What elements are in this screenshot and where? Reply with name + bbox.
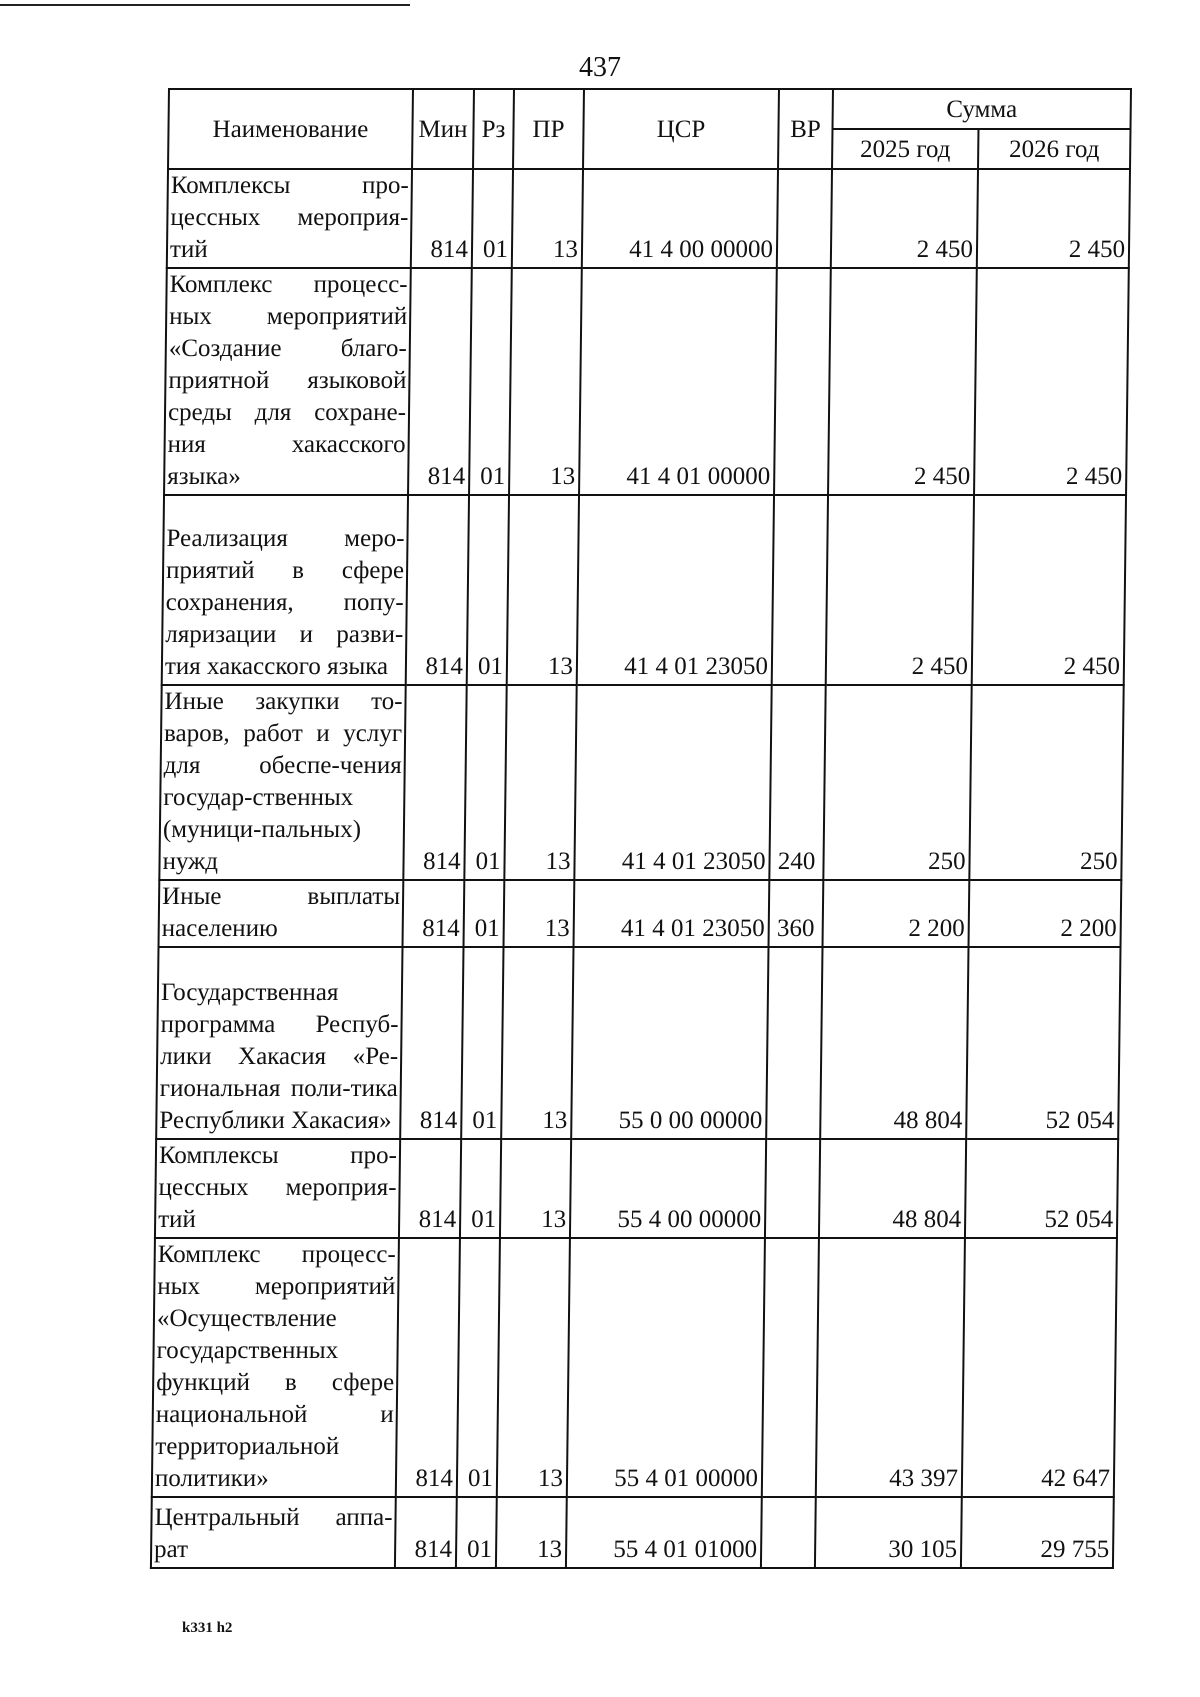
header-sum: Сумма bbox=[832, 89, 1131, 129]
row-sum-2025: 43 397 bbox=[816, 1238, 965, 1497]
row-vr bbox=[777, 169, 832, 268]
row-name: Комплекс процесс-ных мероприятий «Осуществление государственных функций в сфере национальной и территориальной политики» bbox=[152, 1238, 399, 1497]
header-csr: ЦСР bbox=[583, 89, 779, 169]
header-rz: Рз bbox=[473, 89, 514, 169]
row-pr: 13 bbox=[497, 1238, 570, 1497]
footer-code: k331 h2 bbox=[182, 1620, 233, 1636]
header-vr: ВР bbox=[778, 89, 833, 169]
row-rz: 01 bbox=[467, 495, 509, 685]
row-sum-2026: 52 054 bbox=[965, 1139, 1118, 1238]
row-name: Комплекс процесс-ных мероприятий «Создание благо-приятной языковой среды для сохране-ния хакасского языка» bbox=[164, 268, 411, 495]
table-row bbox=[159, 880, 1122, 947]
row-min: 814 bbox=[408, 268, 472, 495]
row-rz: 01 bbox=[464, 880, 505, 947]
header-year-2026: 2026 год bbox=[978, 129, 1131, 169]
table-row bbox=[167, 169, 1130, 268]
table-row bbox=[159, 685, 1123, 880]
budget-table bbox=[150, 88, 1132, 1569]
row-name: Иные закупки то-варов, работ и услуг для обеспе-чения государ-ственных (муници-пальных) нужд bbox=[159, 685, 405, 880]
row-pr: 13 bbox=[504, 880, 575, 947]
row-pr: 13 bbox=[509, 268, 582, 495]
row-pr: 13 bbox=[507, 495, 579, 685]
table-row bbox=[164, 268, 1129, 495]
row-vr bbox=[762, 1238, 819, 1497]
row-pr: 13 bbox=[504, 685, 576, 880]
row-min: 814 bbox=[411, 169, 473, 268]
row-sum-2026: 2 450 bbox=[972, 495, 1126, 685]
row-csr: 55 4 01 00000 bbox=[567, 1238, 765, 1497]
table-row bbox=[156, 947, 1120, 1139]
row-sum-2025: 2 200 bbox=[823, 880, 970, 947]
row-min: 814 bbox=[399, 1139, 461, 1238]
row-name: Государственная программа Респуб-лики Хакасия «Ре-гиональная поли-тика Республики Хакасия» bbox=[156, 947, 402, 1139]
row-vr bbox=[774, 268, 831, 495]
row-pr: 13 bbox=[496, 1497, 567, 1568]
row-name: Реализация меро-приятий в сфере сохранения, попу-ляризации и разви-тия хакасского языка bbox=[162, 495, 408, 685]
row-sum-2026: 2 200 bbox=[969, 880, 1122, 947]
row-sum-2025: 2 450 bbox=[828, 268, 977, 495]
table-body bbox=[151, 169, 1130, 1568]
row-sum-2025: 250 bbox=[823, 685, 971, 880]
row-csr: 41 4 01 00000 bbox=[579, 268, 777, 495]
header-min: Мин bbox=[412, 89, 474, 169]
row-rz: 01 bbox=[460, 1139, 501, 1238]
table-row bbox=[162, 495, 1126, 685]
header-year-2025: 2025 год bbox=[832, 129, 978, 169]
table-row bbox=[151, 1497, 1114, 1568]
row-rz: 01 bbox=[461, 947, 503, 1139]
row-sum-2025: 30 105 bbox=[815, 1497, 962, 1568]
row-rz: 01 bbox=[457, 1238, 500, 1497]
row-csr: 41 4 01 23050 bbox=[577, 495, 774, 685]
row-name: Комплексы про-цессных мероприя-тий bbox=[155, 1139, 400, 1238]
row-csr: 55 4 01 01000 bbox=[566, 1497, 762, 1568]
row-rz: 01 bbox=[472, 169, 513, 268]
row-sum-2025: 2 450 bbox=[826, 495, 974, 685]
row-name: Комплексы про-цессных мероприя-тий bbox=[167, 169, 412, 268]
row-sum-2026: 2 450 bbox=[974, 268, 1129, 495]
row-sum-2025: 2 450 bbox=[831, 169, 978, 268]
table-row bbox=[155, 1139, 1118, 1238]
row-sum-2025: 48 804 bbox=[819, 1139, 966, 1238]
row-csr: 55 0 00 00000 bbox=[571, 947, 768, 1139]
row-sum-2025: 48 804 bbox=[820, 947, 968, 1139]
row-name: Центральный аппа-рат bbox=[151, 1497, 396, 1568]
header-pr: ПР bbox=[513, 89, 584, 169]
row-csr: 41 4 01 23050 bbox=[574, 685, 771, 880]
row-sum-2026: 52 054 bbox=[966, 947, 1120, 1139]
row-rz: 01 bbox=[464, 685, 506, 880]
row-vr: 360 bbox=[769, 880, 824, 947]
top-rule bbox=[0, 4, 410, 6]
row-pr: 13 bbox=[512, 169, 583, 268]
row-rz: 01 bbox=[469, 268, 512, 495]
row-sum-2026: 29 755 bbox=[961, 1497, 1114, 1568]
row-name: Иные выплаты населению bbox=[159, 880, 404, 947]
row-vr bbox=[772, 495, 828, 685]
row-sum-2026: 2 450 bbox=[977, 169, 1130, 268]
row-rz: 01 bbox=[456, 1497, 497, 1568]
row-csr: 41 4 01 23050 bbox=[574, 880, 770, 947]
header-row-1 bbox=[168, 89, 1131, 129]
row-vr bbox=[761, 1497, 816, 1568]
row-csr: 55 4 00 00000 bbox=[570, 1139, 766, 1238]
row-vr bbox=[765, 1139, 820, 1238]
page-number: 437 bbox=[579, 52, 621, 83]
row-min: 814 bbox=[395, 1497, 457, 1568]
row-min: 814 bbox=[400, 947, 463, 1139]
row-min: 814 bbox=[403, 880, 465, 947]
row-sum-2026: 42 647 bbox=[962, 1238, 1117, 1497]
header-name: Наименование bbox=[168, 89, 413, 169]
row-pr: 13 bbox=[500, 1139, 571, 1238]
table-row bbox=[152, 1238, 1117, 1497]
row-min: 814 bbox=[403, 685, 466, 880]
row-csr: 41 4 00 00000 bbox=[582, 169, 778, 268]
row-sum-2026: 250 bbox=[969, 685, 1123, 880]
row-min: 814 bbox=[406, 495, 469, 685]
row-min: 814 bbox=[396, 1238, 460, 1497]
row-pr: 13 bbox=[501, 947, 573, 1139]
row-vr bbox=[766, 947, 822, 1139]
row-vr: 240 bbox=[769, 685, 825, 880]
